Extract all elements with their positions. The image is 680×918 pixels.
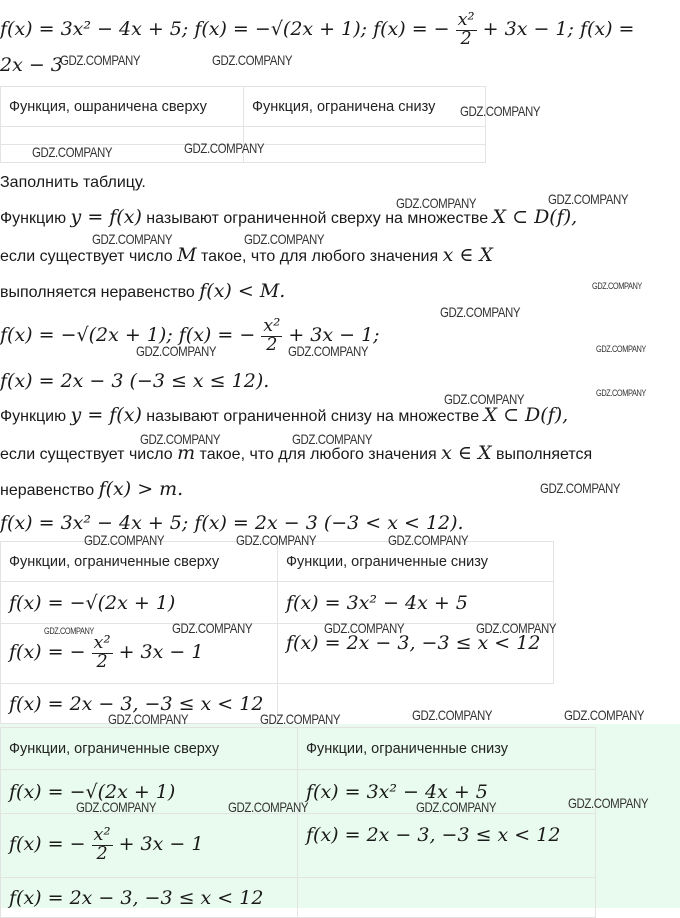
table-header-left: Функции, ограниченные сверху [1,728,298,770]
watermark: GDZ.COMPANY [136,343,217,359]
text: если существует число [0,446,178,463]
definition-lower-line1 [0,404,568,426]
text: называют ограниченной снизу на множестве [141,408,484,425]
watermark: GDZ.COMPANY [260,711,341,727]
fraction [92,827,113,863]
table-header-right: Функции, ограниченные снизу [298,728,596,770]
math: M [177,244,197,266]
fraction [92,635,113,671]
watermark: GDZ.COMPANY [592,281,642,291]
watermark: GDZ.COMPANY [236,532,317,548]
table-header-right: Функции, ограниченные снизу [278,542,554,582]
watermark: GDZ.COMPANY [92,231,173,247]
watermark: GDZ.COMPANY [396,195,477,211]
text: такое, что для любого значения [195,446,442,463]
formula-text: + 3x − 1 [118,833,204,856]
fraction [456,12,477,48]
text: называют ограниченной сверху на множестве [141,210,493,227]
instruction-text: Заполнить таблицу. [0,174,146,191]
math: X ⊂ D(f), [492,206,578,228]
table-cell: f(x) = 2x − 3, −3 ≤ x < 12 [278,624,554,684]
math: f(x) < M. [199,280,286,302]
table-cell: f(x) = 2x − 3, −3 ≤ x < 12 [1,684,278,724]
text: Функцию [0,408,71,425]
text: Функцию [0,210,71,227]
formula-text: + 3x − 1; [288,324,380,347]
table-cell [244,127,486,145]
watermark: GDZ.COMPANY [440,304,521,320]
fraction-denominator: 2 [266,334,278,355]
text: неравенство [0,482,99,499]
math: m [177,442,196,464]
math: f(x) > m. [98,478,184,500]
watermark: GDZ.COMPANY [76,799,157,815]
fraction-denominator: 2 [96,652,108,672]
table-header-left: Функции, ограниченные сверху [1,542,278,582]
table-header-right: Функция, ограничена снизу [244,87,486,127]
text: если существует число [0,248,178,265]
math: y = f(x) [70,404,142,426]
fraction-denominator: 2 [96,844,108,864]
watermark: GDZ.COMPANY [32,144,113,160]
watermark: GDZ.COMPANY [244,231,325,247]
table-cell: f(x) = 3x² − 4x + 5 [298,770,596,814]
formula-text: + 3x − 1; f(x) = [482,18,635,41]
formula-text: f(x) = − [9,641,86,664]
definition-lower-line3 [0,478,183,500]
math: x ∈ X [442,244,493,266]
definition-upper-line1 [0,206,577,228]
math: X ⊂ D(f), [483,404,569,426]
formula-text: + 3x − 1 [118,641,204,664]
watermark: GDZ.COMPANY [108,711,189,727]
watermark: GDZ.COMPANY [288,343,369,359]
definition-upper-line2 [0,244,493,266]
watermark: GDZ.COMPANY [564,707,645,723]
watermark: GDZ.COMPANY [596,388,646,398]
formula-text: f(x) = −√(2x + 1); f(x) = − [0,324,256,347]
watermark: GDZ.COMPANY [172,620,253,636]
table-answer-highlighted [0,727,596,918]
watermark: GDZ.COMPANY [476,620,557,636]
table-cell: f(x) = 2x − 3, −3 ≤ x < 12 [1,878,298,918]
table-cell: f(x) = −√(2x + 1) [1,770,298,814]
fraction-numerator: x² [93,633,111,654]
table-cell [1,814,298,878]
fraction-numerator: x² [263,316,281,336]
text: выполняется [491,446,593,463]
watermark: GDZ.COMPANY [84,532,165,548]
examples-upper-line2: f(x) = 2x − 3 (−3 ≤ x ≤ 12). [0,370,270,392]
table-cell: f(x) = 3x² − 4x + 5 [278,582,554,624]
table-cell [244,145,486,163]
watermark: GDZ.COMPANY [540,480,621,496]
definition-upper-line3 [0,280,285,302]
watermark: GDZ.COMPANY [388,532,469,548]
watermark: GDZ.COMPANY [444,391,525,407]
watermark: GDZ.COMPANY [44,626,94,636]
watermark: GDZ.COMPANY [324,620,405,636]
table-cell [298,878,596,918]
formula-text: f(x) = 3x² − 4x + 5; f(x) = −√(2x + 1); f(x) = − [0,18,450,41]
watermark: GDZ.COMPANY [548,191,629,207]
watermark: GDZ.COMPANY [212,52,293,68]
table-header-left: Функция, ошраничена сверху [1,87,244,127]
watermark: GDZ.COMPANY [416,799,497,815]
watermark: GDZ.COMPANY [568,795,649,811]
top-formula-line1 [0,12,634,48]
watermark: GDZ.COMPANY [184,140,265,156]
fraction [261,318,282,354]
watermark: GDZ.COMPANY [292,431,373,447]
watermark: GDZ.COMPANY [140,431,221,447]
math: y = f(x) [70,206,142,228]
table-cell: f(x) = 2x − 3, −3 ≤ x < 12 [298,814,596,878]
watermark: GDZ.COMPANY [412,707,493,723]
text: такое, что для любого значения [196,248,443,265]
table-cell: f(x) = −√(2x + 1) [1,582,278,624]
watermark: GDZ.COMPANY [60,52,141,68]
math: x ∈ X [441,442,492,464]
fraction-numerator: x² [457,10,475,30]
fraction-denominator: 2 [460,28,472,49]
formula-text: f(x) = − [9,833,86,856]
watermark: GDZ.COMPANY [596,344,646,354]
examples-lower: f(x) = 3x² − 4x + 5; f(x) = 2x − 3 (−3 < x < 12). [0,512,464,534]
watermark: GDZ.COMPANY [228,799,309,815]
top-formula-line2: 2x − 3 [0,54,63,76]
watermark: GDZ.COMPANY [460,103,541,119]
text: выполняется неравенство [0,284,200,301]
fraction-numerator: x² [93,825,111,846]
